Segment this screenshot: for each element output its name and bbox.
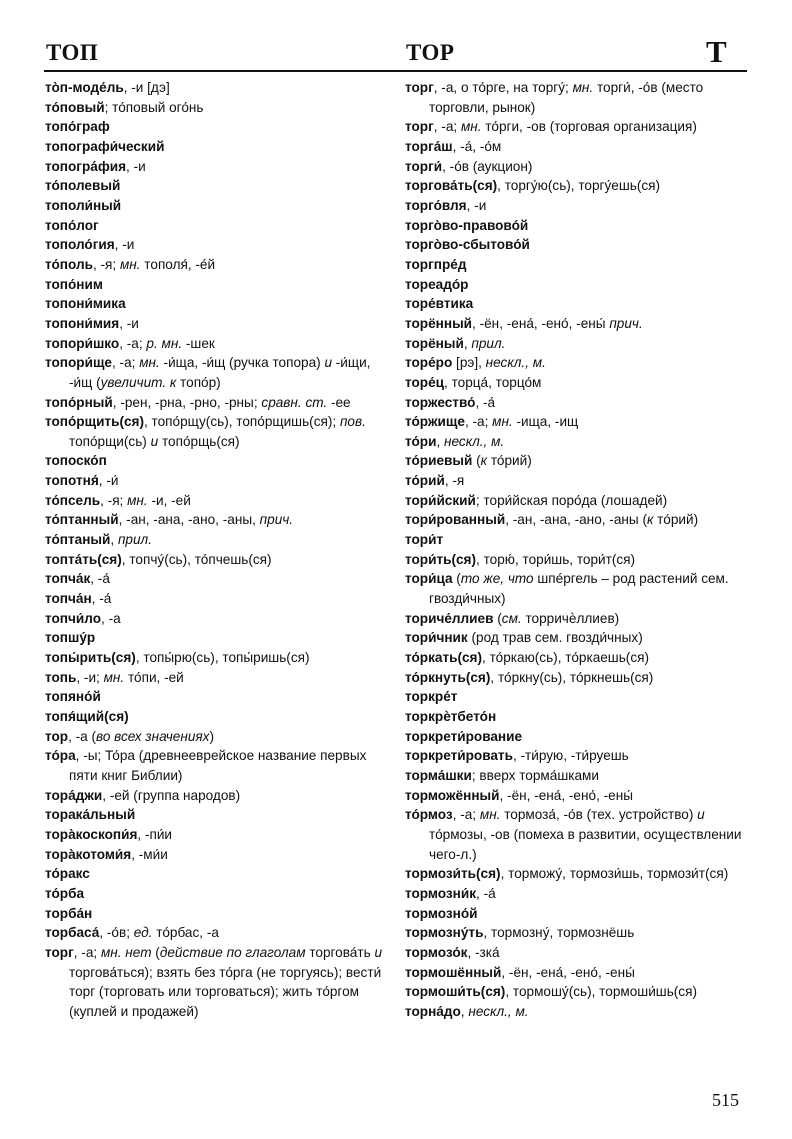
entry-text: ; то́повый ого́нь <box>104 99 204 115</box>
entry-text: , торможу́, тормози́шь, тормози́т(ся) <box>500 866 729 882</box>
headword: топта́ть(ся) <box>45 551 122 567</box>
dictionary-entry <box>405 923 753 943</box>
entry-text: то́рги, -ов (торговая организация) <box>481 119 697 135</box>
entry-text: , -ти́рую, -ти́руешь <box>512 748 629 764</box>
headword: топо́лог <box>45 217 99 233</box>
dictionary-entry <box>45 294 393 314</box>
dictionary-entry <box>45 845 393 865</box>
grammar-note: мн. <box>460 119 482 135</box>
dictionary-entry <box>45 78 393 98</box>
dictionary-entry <box>405 943 753 963</box>
headword: то́риевый <box>405 453 473 469</box>
dictionary-entry <box>405 471 753 491</box>
dictionary-entry <box>405 530 753 550</box>
entry-text: , -я; <box>100 492 128 508</box>
entry-text: -и́ща, -и́щ (ручка топора) <box>159 355 325 371</box>
entry-text: , -ён, -ена́, -ено́, -ены́ <box>501 964 635 980</box>
entry-text: -и́щи, -и́щ ( <box>69 355 371 390</box>
grammar-note: во всех значениях <box>96 728 210 744</box>
dictionary-entry <box>405 216 753 236</box>
dictionary-entry <box>45 353 393 392</box>
entry-text: тополя́, -е́й <box>140 256 216 272</box>
headword: торе́ро <box>405 355 453 371</box>
entry-text: , тормошу́(сь), тормоши́шь(ся) <box>505 984 697 1000</box>
entry-text: -ее <box>327 394 351 410</box>
grammar-note: мн. <box>479 807 501 823</box>
grammar-note: к <box>646 512 654 528</box>
dictionary-entry <box>405 628 753 648</box>
headword: тормозни́к <box>405 885 477 901</box>
dictionary-entry <box>405 510 753 530</box>
entry-text: , -рен, -рна, -рно, -рны; <box>112 394 262 410</box>
entry-text: , -а <box>101 610 121 626</box>
dictionary-entry <box>405 963 753 983</box>
grammar-note: и <box>150 433 159 449</box>
entry-text: шпе́ргель – род растений сем. гвозди́чных) <box>429 571 729 607</box>
headword: торе́втика <box>405 296 474 312</box>
headword: ториче́ллиев <box>405 610 494 626</box>
dictionary-entry <box>405 393 753 413</box>
dictionary-entry <box>45 904 393 924</box>
dictionary-entry <box>405 353 753 373</box>
grammar-note: р. мн. <box>146 335 183 351</box>
headword: тормозо́к <box>405 944 468 960</box>
headword: торкрети́ровать <box>405 748 513 764</box>
entry-text: , -а ( <box>68 728 97 744</box>
entry-text: торричѐллиев) <box>521 610 620 626</box>
entry-text: -шек <box>182 335 215 351</box>
dictionary-entry <box>45 825 393 845</box>
dictionary-entry <box>405 196 753 216</box>
dictionary-entry <box>405 314 753 334</box>
dictionary-entry <box>405 412 753 432</box>
grammar-note: и <box>374 944 383 960</box>
headword: торго́вля <box>405 197 467 213</box>
entry-text: , -а; <box>112 355 140 371</box>
headword: то́поль <box>45 256 93 272</box>
headword: тореадо́р <box>405 276 469 292</box>
grammar-note: прил. <box>471 335 506 351</box>
entry-text: то́пи, -ей <box>124 669 184 685</box>
grammar-note: см. <box>501 610 522 626</box>
dictionary-entry <box>45 628 393 648</box>
dictionary-entry <box>405 176 753 196</box>
dictionary-entry <box>45 314 393 334</box>
headword: торна́до <box>405 1003 461 1019</box>
headword: тори́йский <box>405 492 476 508</box>
dictionary-entry <box>45 668 393 688</box>
dictionary-entry <box>45 786 393 806</box>
entry-text: , -ён, -ена́, -ено́, -ены́ <box>499 787 633 803</box>
dictionary-entry <box>405 157 753 177</box>
entry-text: , -и <box>119 315 139 331</box>
entry-text: топо́р) <box>176 374 221 390</box>
entry-text: то́рбас, -а <box>152 925 219 941</box>
headword: топяно́й <box>45 689 101 705</box>
grammar-note: пов. <box>339 414 366 430</box>
headword: торкрети́рование <box>405 728 523 744</box>
dictionary-entry <box>405 1002 753 1022</box>
entry-text: то́рий) <box>653 512 699 528</box>
headword: торбаса́ <box>45 925 100 941</box>
dictionary-entry <box>45 275 393 295</box>
dictionary-entry <box>405 668 753 688</box>
dictionary-entry <box>405 884 753 904</box>
headword: топо́ним <box>45 276 103 292</box>
grammar-note: прич. <box>609 315 643 331</box>
dictionary-entry <box>45 530 393 550</box>
dictionary-entry <box>45 550 393 570</box>
headword: торёный <box>405 335 464 351</box>
entry-text: -и, -ей <box>147 492 191 508</box>
dictionary-entry <box>45 569 393 589</box>
dictionary-entry <box>45 687 393 707</box>
headword: то́ркать(ся) <box>405 650 483 666</box>
headword: топчи́ло <box>45 610 102 626</box>
grammar-note: мн. <box>139 355 160 371</box>
entry-text: , -о́в (аукцион) <box>442 158 533 174</box>
entry-text: , -ми́и <box>131 846 168 862</box>
headword: тормозну́ть <box>405 925 484 941</box>
headword: то́повый <box>45 99 105 115</box>
headword: тополо́гия <box>45 237 115 253</box>
grammar-note: ед. <box>133 925 153 941</box>
entry-text: , -ы; То́ра (древнееврейское название первых пяти книг Библии) <box>69 748 367 783</box>
entry-text: , -и́ <box>98 473 119 489</box>
grammar-note: то же, что <box>460 571 534 587</box>
dictionary-entry <box>45 176 393 196</box>
headword: торг <box>405 80 434 95</box>
dictionary-entry <box>45 589 393 609</box>
headword: торг <box>45 944 74 960</box>
grammar-note: к <box>480 453 488 469</box>
headword: торкре́т <box>405 689 458 705</box>
grammar-note: нескл., м. <box>485 355 546 371</box>
headword: тора́джи <box>45 787 103 803</box>
dictionary-entry <box>405 609 753 629</box>
dictionary-entry <box>45 334 393 354</box>
entry-text: , то́ркну(сь), то́ркнешь(ся) <box>490 669 654 685</box>
headword: топори́шко <box>45 335 120 351</box>
dictionary-entry <box>405 805 753 864</box>
entry-text: , <box>436 433 445 449</box>
grammar-note: мн. <box>572 80 594 95</box>
grammar-note: прич. <box>259 512 294 528</box>
headword: то́ркнуть(ся) <box>405 669 491 685</box>
headword: топоско́п <box>45 453 107 469</box>
entry-text: ( <box>472 453 481 469</box>
dictionary-entry <box>405 707 753 727</box>
entry-text: ) <box>209 728 214 744</box>
entry-text: , -и <box>466 197 487 213</box>
grammar-note: нескл., м. <box>468 1003 529 1019</box>
entry-text: тормоза́, -о́в (тех. устройство) <box>500 807 698 823</box>
dictionary-entry <box>405 137 753 157</box>
dictionary-entry <box>405 117 753 137</box>
entry-text: торги́, -о́в (место торговли, рынок) <box>429 80 704 115</box>
entry-text: , то́ркаю(сь), то́ркаешь(ся) <box>482 650 650 666</box>
grammar-note: и <box>697 807 705 823</box>
entry-text: , -а́ <box>476 885 496 901</box>
headword: топо́граф <box>45 119 110 135</box>
entry-text: (род трав сем. гвозди́чных) <box>467 630 643 646</box>
page-number: 515 <box>712 1090 739 1110</box>
dictionary-entry <box>405 727 753 747</box>
headword: тополи́ный <box>45 197 122 213</box>
headword: торга́ш <box>405 138 453 154</box>
headword: топони́мия <box>45 315 120 331</box>
entry-text: , -и <box>126 158 146 174</box>
dictionary-entry <box>405 255 753 275</box>
headword: то̀п-моде́ль <box>45 80 124 95</box>
headword: тора̀котоми́я <box>45 846 132 862</box>
headword: торги́ <box>405 158 443 174</box>
dictionary-entry <box>45 491 393 511</box>
headword: тори́чник <box>405 630 468 646</box>
grammar-note: нескл., м. <box>444 433 505 449</box>
entry-text: , -а́ <box>90 571 110 587</box>
dictionary-entry <box>405 687 753 707</box>
entry-text: , -а́ <box>475 394 496 410</box>
headword: тори́т <box>405 532 444 548</box>
entry-text: , -и [дэ] <box>123 80 170 95</box>
headword: тори́ца <box>405 571 453 587</box>
headword: топшу́р <box>45 630 96 646</box>
entry-text: то́рий) <box>487 453 532 469</box>
headword: то́рмоз <box>405 807 453 823</box>
headword: то́рба <box>45 885 85 901</box>
entry-text: ; вверх торма́шками <box>471 767 599 783</box>
entry-text: [рэ], <box>452 355 486 371</box>
grammar-note: мн. <box>127 492 148 508</box>
entry-text: , -ан, -ана, -ано, -аны, <box>118 512 260 528</box>
entry-text: , -а, о то́рге, на торгу́; <box>433 80 573 95</box>
entry-text: , -а; <box>464 414 493 430</box>
grammar-note: прил. <box>117 532 152 548</box>
dictionary-entry <box>405 373 753 393</box>
entry-text: то́рмозы, -ов (помеха в развитии, осуществлении чего-л.) <box>429 826 742 862</box>
entry-text: топо́рщи(сь) <box>69 433 151 449</box>
dictionary-entry <box>405 864 753 884</box>
dictionary-entry <box>45 216 393 236</box>
headword: топори́ще <box>45 355 112 371</box>
dictionary-entry <box>405 746 753 766</box>
dictionary-entry <box>45 923 393 943</box>
headword: тори́ть(ся) <box>405 551 477 567</box>
entry-text: , -а; <box>452 807 480 823</box>
headword: торба́н <box>45 905 93 921</box>
entry-text: , топы́рю(сь), топы́ришь(ся) <box>135 650 310 666</box>
entry-text: , -и <box>114 237 135 253</box>
dictionary-entry <box>405 569 753 608</box>
headword: топо́рщить(ся) <box>45 414 144 430</box>
dictionary-entry <box>405 294 753 314</box>
entry-text: , -я; <box>92 256 120 272</box>
entry-text: , <box>460 1003 469 1019</box>
dictionary-entry <box>405 334 753 354</box>
dictionary-entry <box>405 235 753 255</box>
dictionary-entry <box>45 157 393 177</box>
dictionary-entry <box>45 648 393 668</box>
dictionary-entry <box>45 196 393 216</box>
headword: торе́ц <box>405 374 445 390</box>
left-column <box>45 78 393 1022</box>
dictionary-entry <box>45 707 393 727</box>
grammar-note: действие по глаголам <box>159 944 306 960</box>
headword: тормозно́й <box>405 905 478 921</box>
headword: то́ржище <box>405 414 465 430</box>
headword: торго̀во-правово́й <box>405 217 529 233</box>
dictionary-entry <box>45 412 393 451</box>
headword: топча́н <box>45 591 92 607</box>
entry-text: торгова́ть <box>305 944 375 960</box>
dictionary-entry <box>45 451 393 471</box>
headword: тормошённый <box>405 964 502 980</box>
headword: торг <box>405 119 434 135</box>
dictionary-entry <box>45 746 393 785</box>
entry-text: торгова́ться); взять без то́рга (не торгуясь); вести́ торг (торговать или торговаться); жить то́ргом (куплей и продажей) <box>69 964 382 1019</box>
grammar-note: мн. <box>119 256 141 272</box>
entry-text: , -а́ <box>91 591 112 607</box>
entry-text: , <box>463 335 472 351</box>
dictionary-entry <box>405 786 753 806</box>
right-column <box>405 78 753 1022</box>
entry-text: , -а; <box>433 119 461 135</box>
headword: торжество́ <box>405 394 476 410</box>
headword: то́птаный <box>45 532 111 548</box>
headword: то́ри <box>405 433 437 449</box>
entry-text: , топчу́(сь), то́пчешь(ся) <box>121 551 272 567</box>
dictionary-entry <box>45 884 393 904</box>
dictionary-entry <box>45 510 393 530</box>
dictionary-entry <box>45 98 393 118</box>
headword: топо́рный <box>45 394 113 410</box>
entry-text: , тормозну́, тормознёшь <box>483 925 635 941</box>
dictionary-entry <box>45 805 393 825</box>
dictionary-entry <box>405 451 753 471</box>
headword: тора̀коскопи́я <box>45 826 138 842</box>
headword: торённый <box>405 315 473 331</box>
running-head-right: ТОР <box>406 40 455 65</box>
headword: тори́рованный <box>405 512 506 528</box>
dictionary-entry <box>405 491 753 511</box>
dictionary-entry <box>405 78 753 117</box>
dictionary-entry <box>405 550 753 570</box>
entry-text: , -ан, -ана, -ано, -аны ( <box>505 512 647 528</box>
headword: то́псель <box>45 492 101 508</box>
headword: топони́мика <box>45 296 126 312</box>
entry-text: ( <box>151 944 160 960</box>
entry-text: , торца́, торцо́м <box>444 374 542 390</box>
headword: торго̀во-сбытово́й <box>405 237 530 253</box>
dictionary-entry <box>45 393 393 413</box>
entry-text: , <box>110 532 118 548</box>
entry-text: -ища, -ищ <box>512 414 579 430</box>
headword: торгова́ть(ся) <box>405 178 498 194</box>
entry-text: , топо́рщу(сь), топо́рщишь(ся); <box>144 414 340 430</box>
dictionary-entry <box>45 727 393 747</box>
grammar-note: мн. <box>103 669 125 685</box>
dictionary-entry <box>45 864 393 884</box>
headword: топогра́фия <box>45 158 127 174</box>
entry-text: топо́рщь(ся) <box>158 433 240 449</box>
grammar-note: сравн. ст. <box>261 394 328 410</box>
entry-text: , -и; <box>76 669 104 685</box>
grammar-note: увеличит. к <box>100 374 177 390</box>
headword: торгпре́д <box>405 256 467 272</box>
grammar-note: мн. <box>492 414 513 430</box>
dictionary-entry <box>45 943 393 1022</box>
headword: топча́к <box>45 571 91 587</box>
headword: топографи́ческий <box>45 138 165 154</box>
dictionary-entry <box>405 982 753 1002</box>
headword: тормоши́ть(ся) <box>405 984 506 1000</box>
dictionary-entry <box>45 471 393 491</box>
dictionary-entry <box>405 275 753 295</box>
header-rule <box>44 70 747 72</box>
section-letter: Т <box>706 34 727 69</box>
dictionary-entry <box>45 255 393 275</box>
entry-text: ( <box>493 610 502 626</box>
entry-text: , -я <box>444 473 465 489</box>
headword: топь <box>45 669 77 685</box>
headword: топя́щий(ся) <box>45 709 129 724</box>
headword: торма́шки <box>405 767 472 783</box>
dictionary-entry <box>45 235 393 255</box>
dictionary-entry <box>405 766 753 786</box>
entry-text: , торгу́ю(сь), торгу́ешь(ся) <box>497 178 661 194</box>
dictionary-entry <box>45 117 393 137</box>
headword: то́рий <box>405 473 445 489</box>
entry-text: , -пи́и <box>137 826 173 842</box>
entry-text: ( <box>452 571 461 587</box>
dictionary-entry <box>405 432 753 452</box>
headword: торкрѐтбето́н <box>405 709 497 724</box>
dictionary-entry <box>405 904 753 924</box>
headword: то́птанный <box>45 512 119 528</box>
headword: топы́рить(ся) <box>45 650 136 666</box>
dictionary-entry <box>45 609 393 629</box>
entry-text: , торю́, тори́шь, тори́т(ся) <box>476 551 636 567</box>
grammar-note: мн. нет <box>100 944 152 960</box>
entry-text: , -а́, -о́м <box>452 138 502 154</box>
headword: торможённый <box>405 787 500 803</box>
headword: тор <box>45 728 69 744</box>
headword: то́ра <box>45 748 76 764</box>
grammar-note: и <box>324 355 332 371</box>
headword: то́полевый <box>45 178 121 194</box>
headword: топотня́ <box>45 473 99 489</box>
headword: тормози́ть(ся) <box>405 866 501 882</box>
entry-text: ; тори́йская поро́да (лошадей) <box>475 492 668 508</box>
entry-text: , -ей (группа народов) <box>102 787 241 803</box>
dictionary-entry <box>45 137 393 157</box>
dictionary-entry <box>405 648 753 668</box>
running-head-left: ТОП <box>46 40 99 65</box>
entry-text: , -а; <box>73 944 101 960</box>
headword: торака́льный <box>45 807 136 823</box>
entry-text: , -зка́ <box>467 944 500 960</box>
headword: то́ракс <box>45 866 90 882</box>
entry-text: , -ён, -ена́, -ено́, -ены́ <box>472 315 610 331</box>
entry-text: , -о́в; <box>99 925 134 941</box>
entry-text: , -а; <box>119 335 147 351</box>
